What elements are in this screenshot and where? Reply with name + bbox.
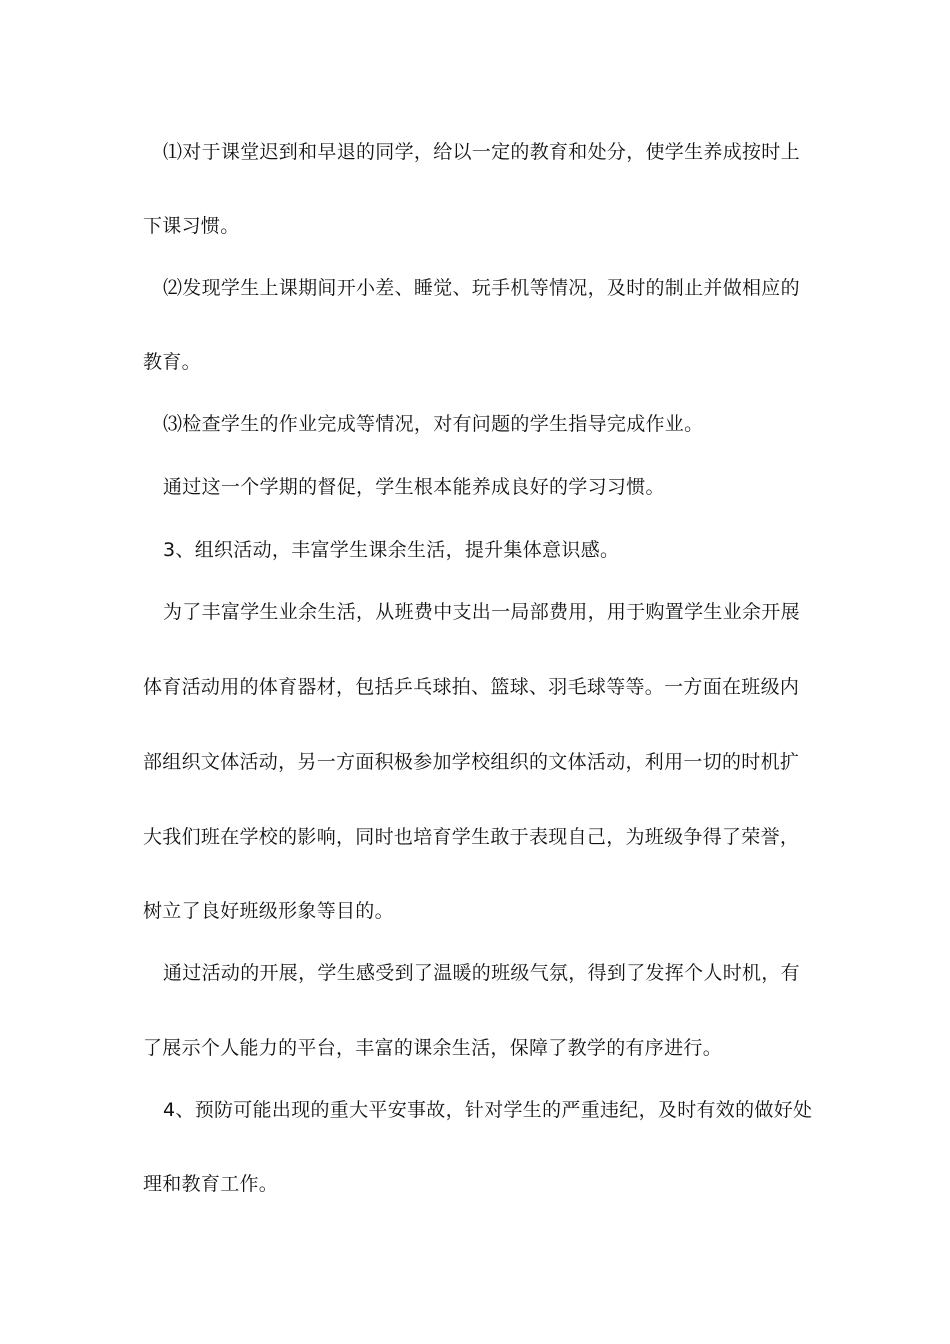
text-line: 通过活动的开展，学生感受到了温暖的班级气氛，得到了发挥个人时机，有 bbox=[163, 962, 800, 984]
text-line: 为了丰富学生业余生活，从班费中支出一局部费用，用于购置学生业余开展 bbox=[163, 601, 800, 623]
text-line: ⑵发现学生上课期间开小差、睡觉、玩手机等情况，及时的制止并做相应的 bbox=[163, 277, 800, 299]
text-line: 树立了良好班级形象等目的。 bbox=[143, 900, 394, 922]
text-line: ⑴对于课堂迟到和早退的同学，给以一定的教育和处分，使学生养成按时上 bbox=[163, 141, 800, 163]
text-line: 体育活动用的体育器材，包括乒乓球拍、篮球、羽毛球等等。一方面在班级内 bbox=[143, 676, 800, 698]
section-heading: 3、组织活动，丰富学生课余生活，提升集体意识感。 bbox=[163, 539, 620, 561]
text-line: ⑶检查学生的作业完成等情况，对有问题的学生指导完成作业。 bbox=[163, 413, 704, 435]
text-line: 教育。 bbox=[143, 351, 201, 373]
text-line: 部组织文体活动，另一方面积极参加学校组织的文体活动，利用一切的时机扩 bbox=[143, 751, 800, 773]
text-line: 下课习惯。 bbox=[143, 215, 240, 237]
text-line: 大我们班在学校的影响，同时也培育学生敢于表现自己，为班级争得了荣誉， bbox=[143, 826, 800, 848]
text-line: 理和教育工作。 bbox=[143, 1173, 279, 1195]
text-line: 通过这一个学期的督促，学生根本能养成良好的学习习惯。 bbox=[163, 476, 665, 498]
text-line: 了展示个人能力的平台，丰富的课余生活，保障了教学的有序进行。 bbox=[143, 1037, 723, 1059]
section-heading: 4、预防可能出现的重大平安事故，针对学生的严重违纪，及时有效的做好处 bbox=[163, 1099, 813, 1121]
